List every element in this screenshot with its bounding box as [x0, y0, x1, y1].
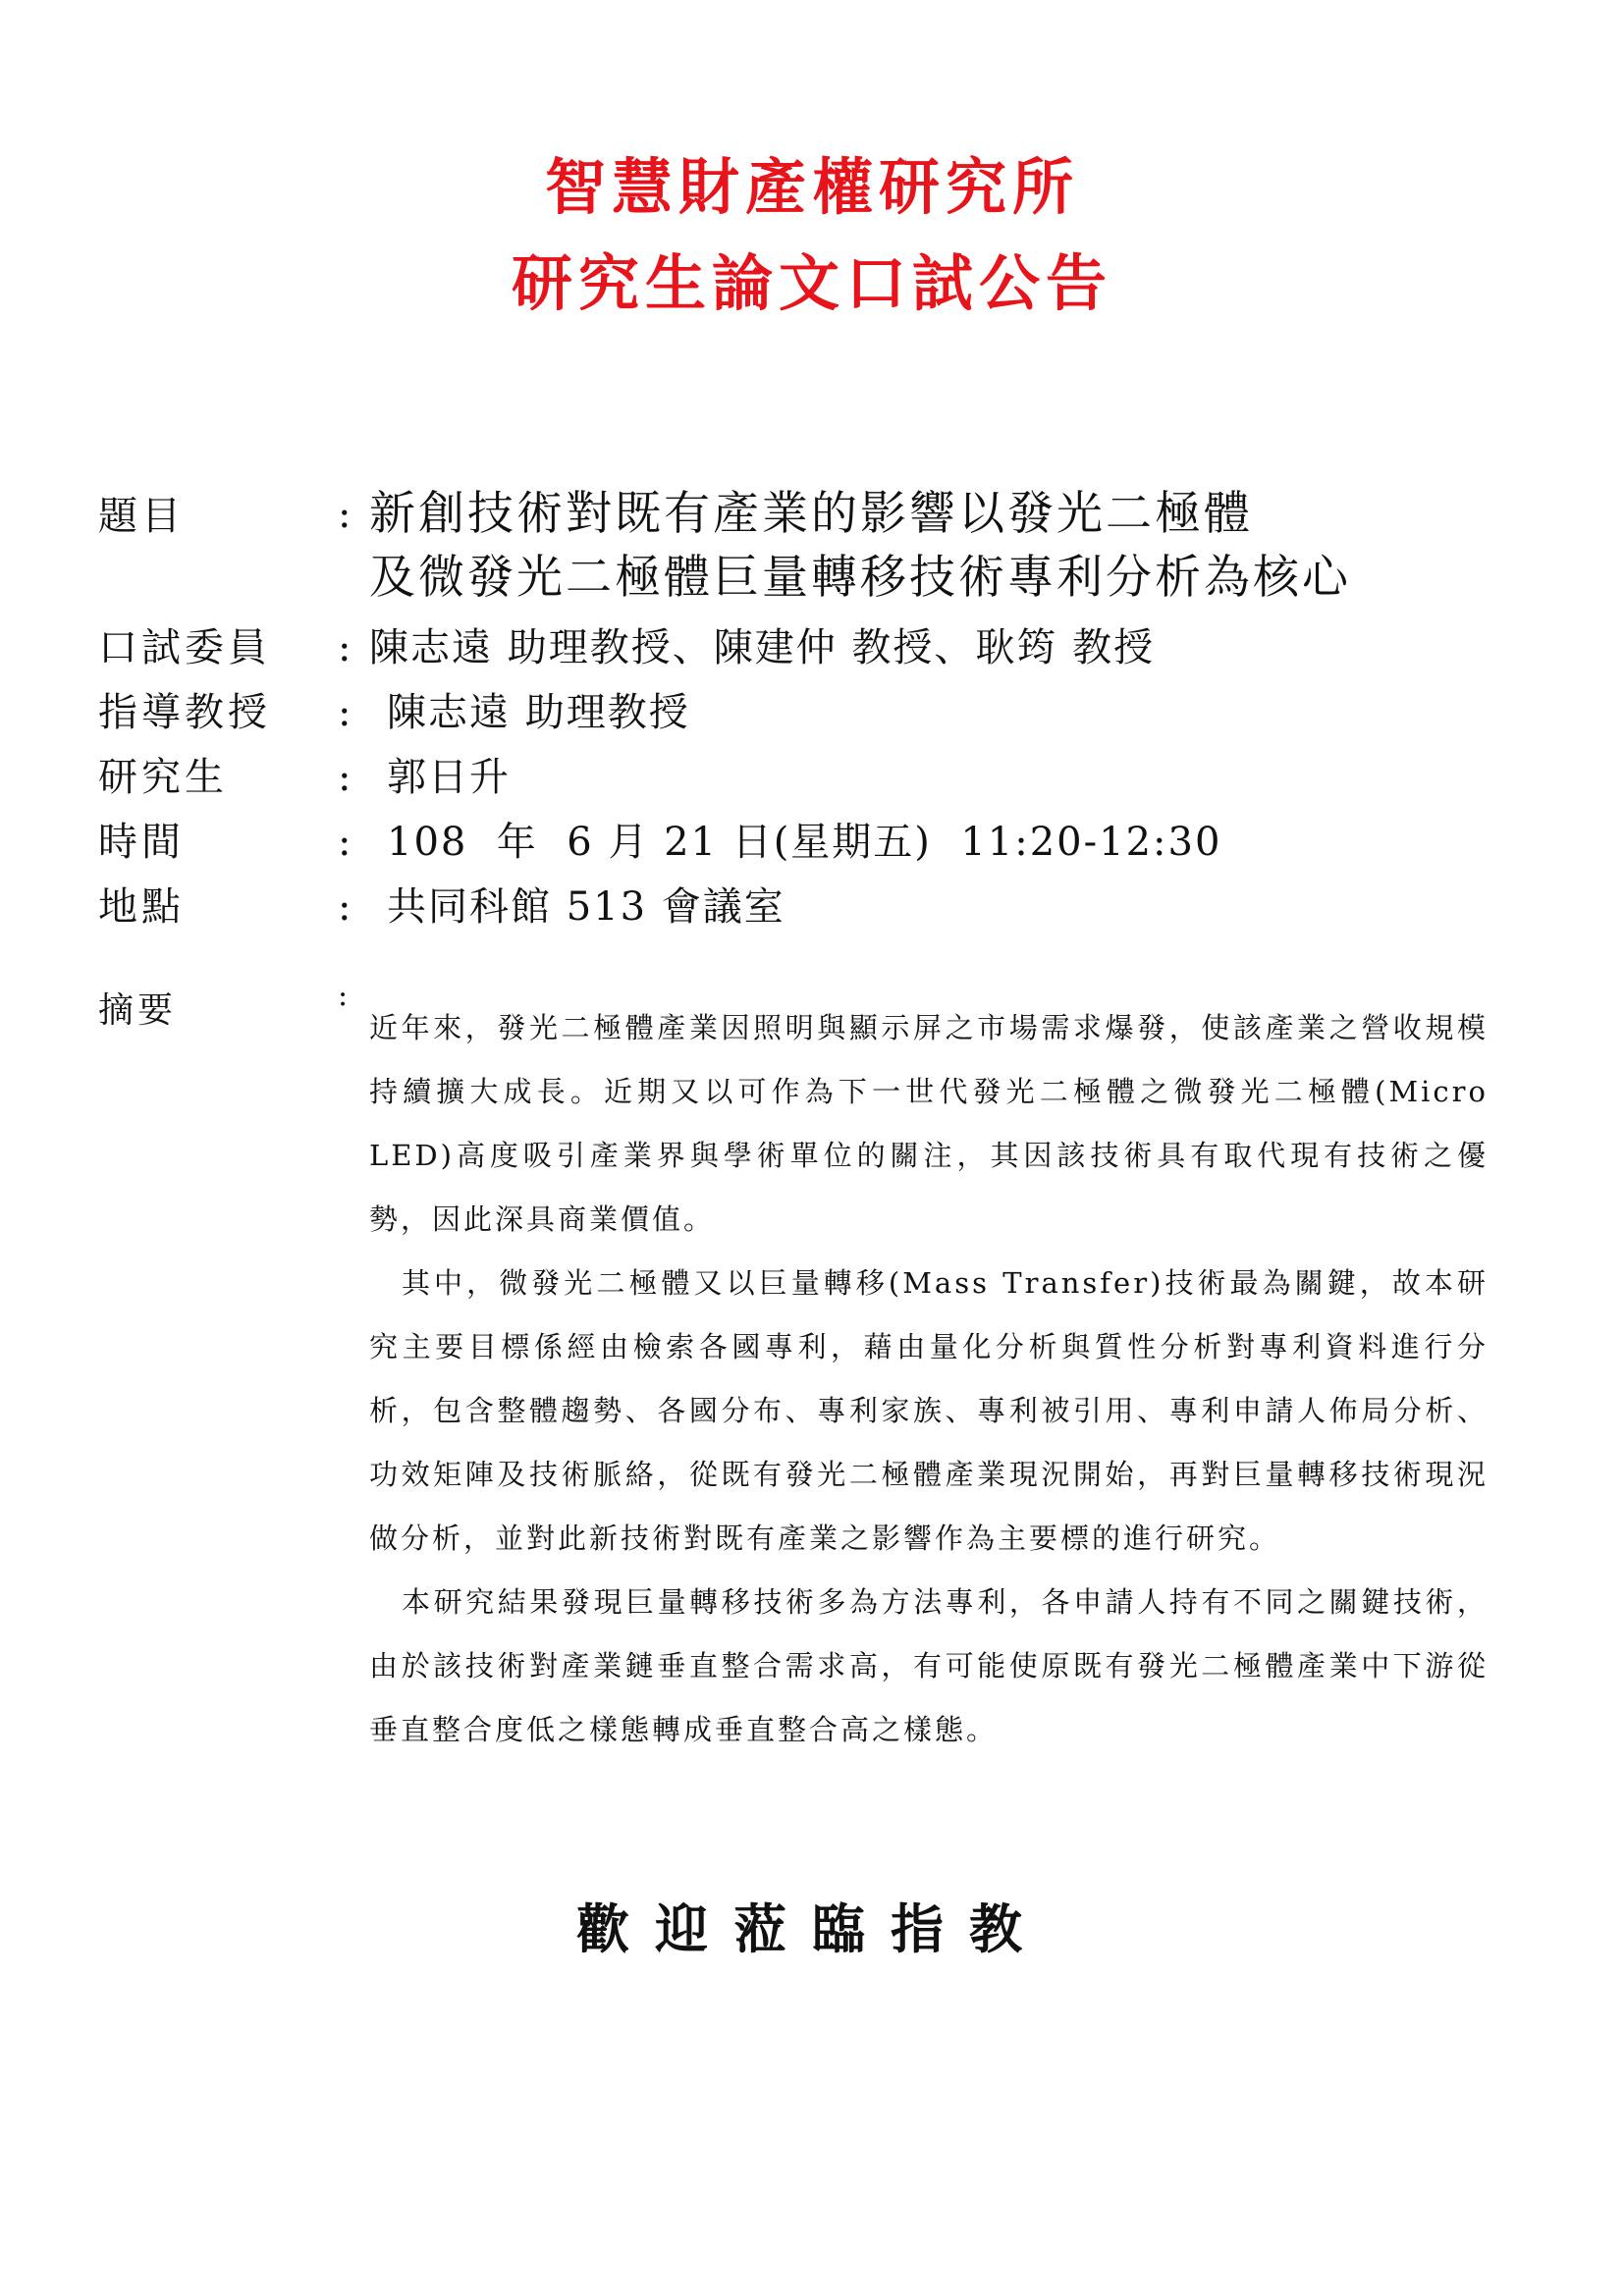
abstract-body [369, 996, 1489, 1762]
field-label-advisor: 指導教授 [98, 690, 271, 735]
field-advisor [0, 689, 1624, 758]
field-colon-location: : [338, 884, 352, 930]
thesis-title-line-1: 新創技術對既有產業的影響以發光二極體 [369, 487, 1253, 541]
field-student [0, 754, 1624, 823]
defense-time: 108 年 6 月 21 日(星期五) 11:20-12:30 [387, 820, 1222, 865]
announcement-title: 研究生論文口試公告 [511, 247, 1112, 319]
field-label-committee: 口試委員 [98, 625, 271, 670]
closing-welcome: 歡迎蒞臨指教 [576, 1897, 1048, 1960]
abstract-paragraph-1: 近年來，發光二極體產業因照明與顯示屏之市場需求爆發，使該產業之營收規模持續擴大成長。近期又以可作為下一世代發光二極體之微發光二極體(Micro LED)高度吸引產業界與學術單位的關注，其因該技術具有取代現有技術之優勢，因此深具商業價值。 [369, 1011, 1489, 1236]
field-committee [0, 624, 1624, 693]
field-colon-advisor: : [338, 690, 352, 735]
abstract-label: 摘要 [98, 990, 178, 1031]
field-title-continued [0, 551, 1624, 619]
field-colon-time: : [338, 820, 352, 865]
field-location [0, 883, 1624, 952]
field-label-time: 時間 [98, 820, 185, 865]
field-label-location: 地點 [98, 884, 185, 930]
field-label-title: 題目 [98, 494, 185, 539]
student-name: 郭日升 [387, 755, 511, 800]
thesis-title-line-2: 及微發光二極體巨量轉移技術專利分析為核心 [369, 551, 1351, 605]
field-time [0, 819, 1624, 887]
abstract-paragraph-2: 其中，微發光二極體又以巨量轉移(Mass Transfer)技術最為關鍵，故本研究主要目標係經由檢索各國專利，藉由量化分析與質性分析對專利資料進行分析，包含整體趨勢、各國分布、專利家族、專利被引用、專利申請人佈局分析、功效矩陣及技術脈絡，從既有發光二極體產業現況開始，再對巨量轉移技術現況做分析，並對此新技術對既有產業之影響作為主要標的進行研究。 [369, 1266, 1489, 1555]
field-colon-committee: : [338, 625, 352, 670]
defense-location: 共同科館 513 會議室 [387, 884, 785, 930]
field-title [0, 487, 1624, 556]
committee-members: 陳志遠 助理教授、陳建仲 教授、耿筠 教授 [369, 625, 1156, 670]
field-label-student: 研究生 [98, 755, 228, 800]
abstract-paragraph-3: 本研究結果發現巨量轉移技術多為方法專利，各申請人持有不同之關鍵技術，由於該技術對產業鏈垂直整合需求高，有可能使原既有發光二極體產業中下游從垂直整合度低之樣態轉成垂直整合高之樣態。 [369, 1585, 1489, 1746]
field-colon-student: : [338, 755, 352, 800]
advisor-name: 陳志遠 助理教授 [387, 690, 690, 735]
field-colon-title: : [338, 492, 352, 537]
abstract-colon: : [338, 979, 349, 1013]
institute-name: 智慧財產權研究所 [544, 151, 1079, 223]
